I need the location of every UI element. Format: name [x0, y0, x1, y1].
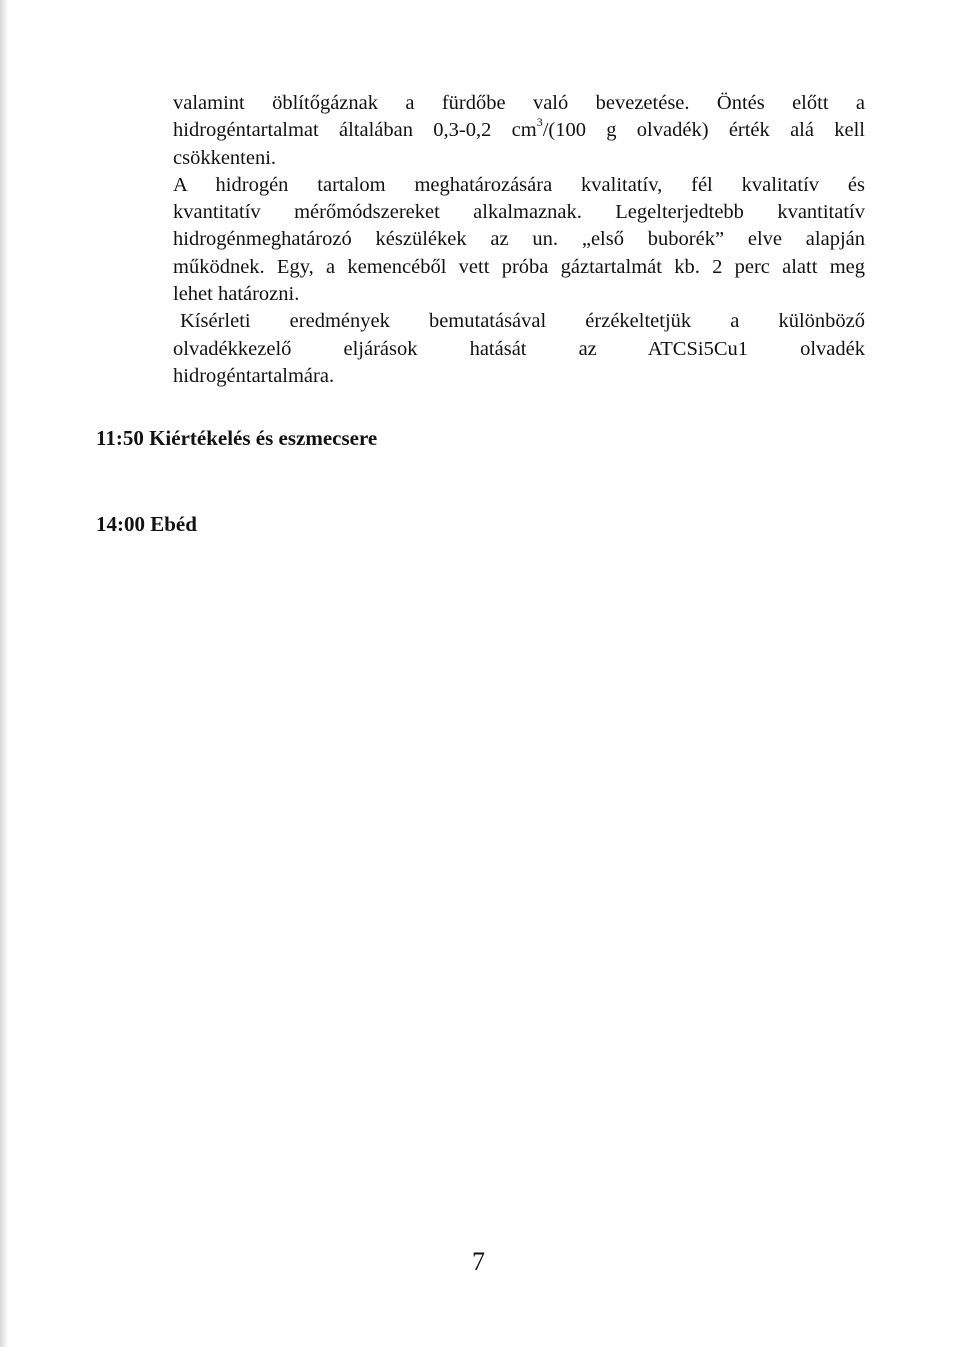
text-line: Kísérleti eredmények bemutatásával érzékeltetjük a különböző: [180, 310, 865, 333]
schedule-item-1: [96, 426, 377, 451]
text-line: csökkenteni.: [173, 146, 277, 169]
text-line: olvadékkezelő eljárások hatását az ATCSi5Cu1 olvadék: [173, 337, 865, 360]
text-line: kvantitatív mérőmódszereket alkalmaznak. Legelterjedtebb kvantitatív: [173, 201, 865, 224]
superscript: 3: [536, 115, 543, 130]
schedule-title: Kiértékelés és eszmecsere: [149, 426, 378, 450]
text-line: hidrogéntartalmára.: [173, 364, 335, 387]
text-line: valamint öblítőgáznak a fürdőbe való bevezetése. Öntés előtt a: [173, 92, 865, 114]
body-text: [173, 90, 865, 390]
schedule-time: 14:00: [96, 512, 145, 536]
text-line: hidrogénmeghatározó készülékek az un. „első buborék” elve alapján: [173, 228, 865, 251]
text-line: [173, 117, 865, 144]
text-segment: /(100 g olvadék) érték alá kell: [542, 119, 865, 142]
text-segment: hidrogéntartalmat általában 0,3-0,2 cm: [173, 119, 537, 142]
text-line: A hidrogén tartalom meghatározására kvalitatív, fél kvalitatív és: [173, 173, 865, 196]
page-number: 7: [472, 1247, 485, 1276]
schedule-item-2: [96, 512, 197, 537]
schedule-title: Ebéd: [150, 512, 197, 536]
scan-edge-shadow: [0, 0, 8, 1347]
text-line: működnek. Egy, a kemencéből vett próba gáztartalmát kb. 2 perc alatt meg: [173, 255, 865, 278]
text-line: lehet határozni.: [173, 283, 300, 306]
schedule-time: 11:50: [96, 426, 144, 450]
